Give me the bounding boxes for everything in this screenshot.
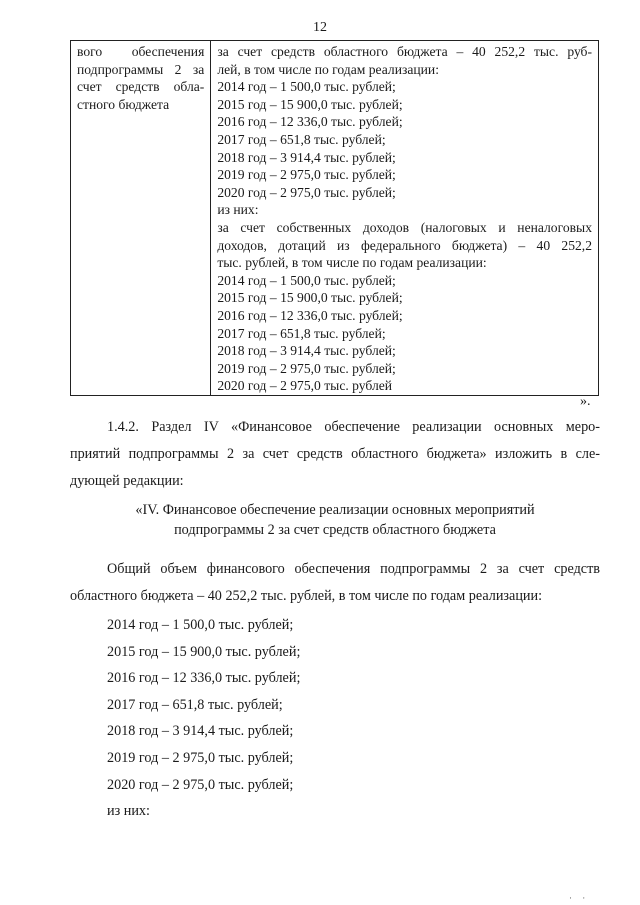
list-item: 2018 год – 3 914,4 тыс. рублей; [107, 723, 294, 740]
paragraph-line: приятий подпрограммы 2 за счет средств областного бюджета» изложить в сле- [70, 446, 600, 462]
cell-line: вого обеспечения [77, 44, 205, 59]
table-cell-value [211, 41, 599, 396]
cell-line: 2020 год – 2 975,0 тыс. рублей; [217, 184, 396, 200]
program-passport-table [70, 40, 599, 396]
list-item: 2020 год – 2 975,0 тыс. рублей; [107, 776, 294, 793]
funding-by-year-list [107, 612, 300, 825]
paragraph-line: 1.4.2. Раздел IV «Финансовое обеспечение реализации основных меро- [107, 419, 600, 435]
cell-line: 2019 год – 2 975,0 тыс. рублей; [217, 360, 396, 376]
cell-line: 2019 год – 2 975,0 тыс. рублей; [217, 167, 396, 183]
paragraph-line: Общий объем финансового обеспечения подпрограммы 2 за счет средств [107, 561, 600, 577]
cell-line: 2015 год – 15 900,0 тыс. рублей; [217, 96, 403, 112]
cell-line: доходов, дотаций из федерального бюджета) – 40 252,2 [217, 237, 592, 253]
closing-quote-mark: ». [580, 394, 591, 409]
paragraph-line: областного бюджета – 40 252,2 тыс. рублей, в том числе по годам реализации: [70, 588, 543, 604]
cell-line: счет средств обла- [77, 79, 205, 95]
cell-line: за счет собственных доходов (налоговых и неналоговых [217, 219, 592, 235]
cell-line: 2014 год – 1 500,0 тыс. рублей; [217, 79, 396, 95]
cell-line: 2016 год – 12 336,0 тыс. рублей; [217, 114, 403, 130]
cell-line: 2017 год – 651,8 тыс. рублей; [217, 325, 386, 341]
cell-line: лей, в том числе по годам реализации: [217, 61, 439, 77]
table-row [71, 41, 599, 396]
list-item: 2017 год – 651,8 тыс. рублей; [107, 696, 283, 713]
list-item: 2016 год – 12 336,0 тыс. рублей; [107, 670, 301, 687]
cell-line: 2014 год – 1 500,0 тыс. рублей; [217, 272, 396, 288]
list-item: 2019 год – 2 975,0 тыс. рублей; [107, 749, 294, 766]
cell-line: 2018 год – 3 914,4 тыс. рублей; [217, 149, 396, 165]
cell-line: подпрограммы 2 за [77, 61, 205, 77]
list-item: 2015 год – 15 900,0 тыс. рублей; [107, 643, 301, 660]
cell-line: тыс. рублей, в том числе по годам реализации: [217, 255, 487, 271]
clause-paragraph [70, 414, 600, 495]
cell-line: за счет средств областного бюджета – 40 252,2 тыс. руб- [217, 44, 592, 59]
heading-line: «IV. Финансовое обеспечение реализации основных мероприятий [135, 502, 535, 518]
cell-line: 2018 год – 3 914,4 тыс. рублей; [217, 343, 396, 359]
cell-line: 2020 год – 2 975,0 тыс. рублей [217, 378, 393, 394]
total-funding-paragraph [70, 556, 600, 610]
scan-corner-mark: · · [569, 893, 590, 903]
page-number: 12 [313, 20, 327, 35]
list-item: 2014 год – 1 500,0 тыс. рублей; [107, 617, 294, 633]
cell-line: 2015 год – 15 900,0 тыс. рублей; [217, 290, 403, 306]
paragraph-line: дующей редакции: [70, 473, 184, 489]
heading-line: подпрограммы 2 за счет средств областного бюджета [174, 522, 496, 538]
cell-line: 2016 год – 12 336,0 тыс. рублей; [217, 307, 403, 323]
table-cell-label [71, 41, 211, 396]
list-item: из них: [107, 803, 150, 820]
cell-line: из них: [217, 202, 259, 218]
section-heading [70, 500, 600, 540]
cell-line: стного бюджета [77, 96, 170, 112]
cell-line: 2017 год – 651,8 тыс. рублей; [217, 131, 386, 147]
